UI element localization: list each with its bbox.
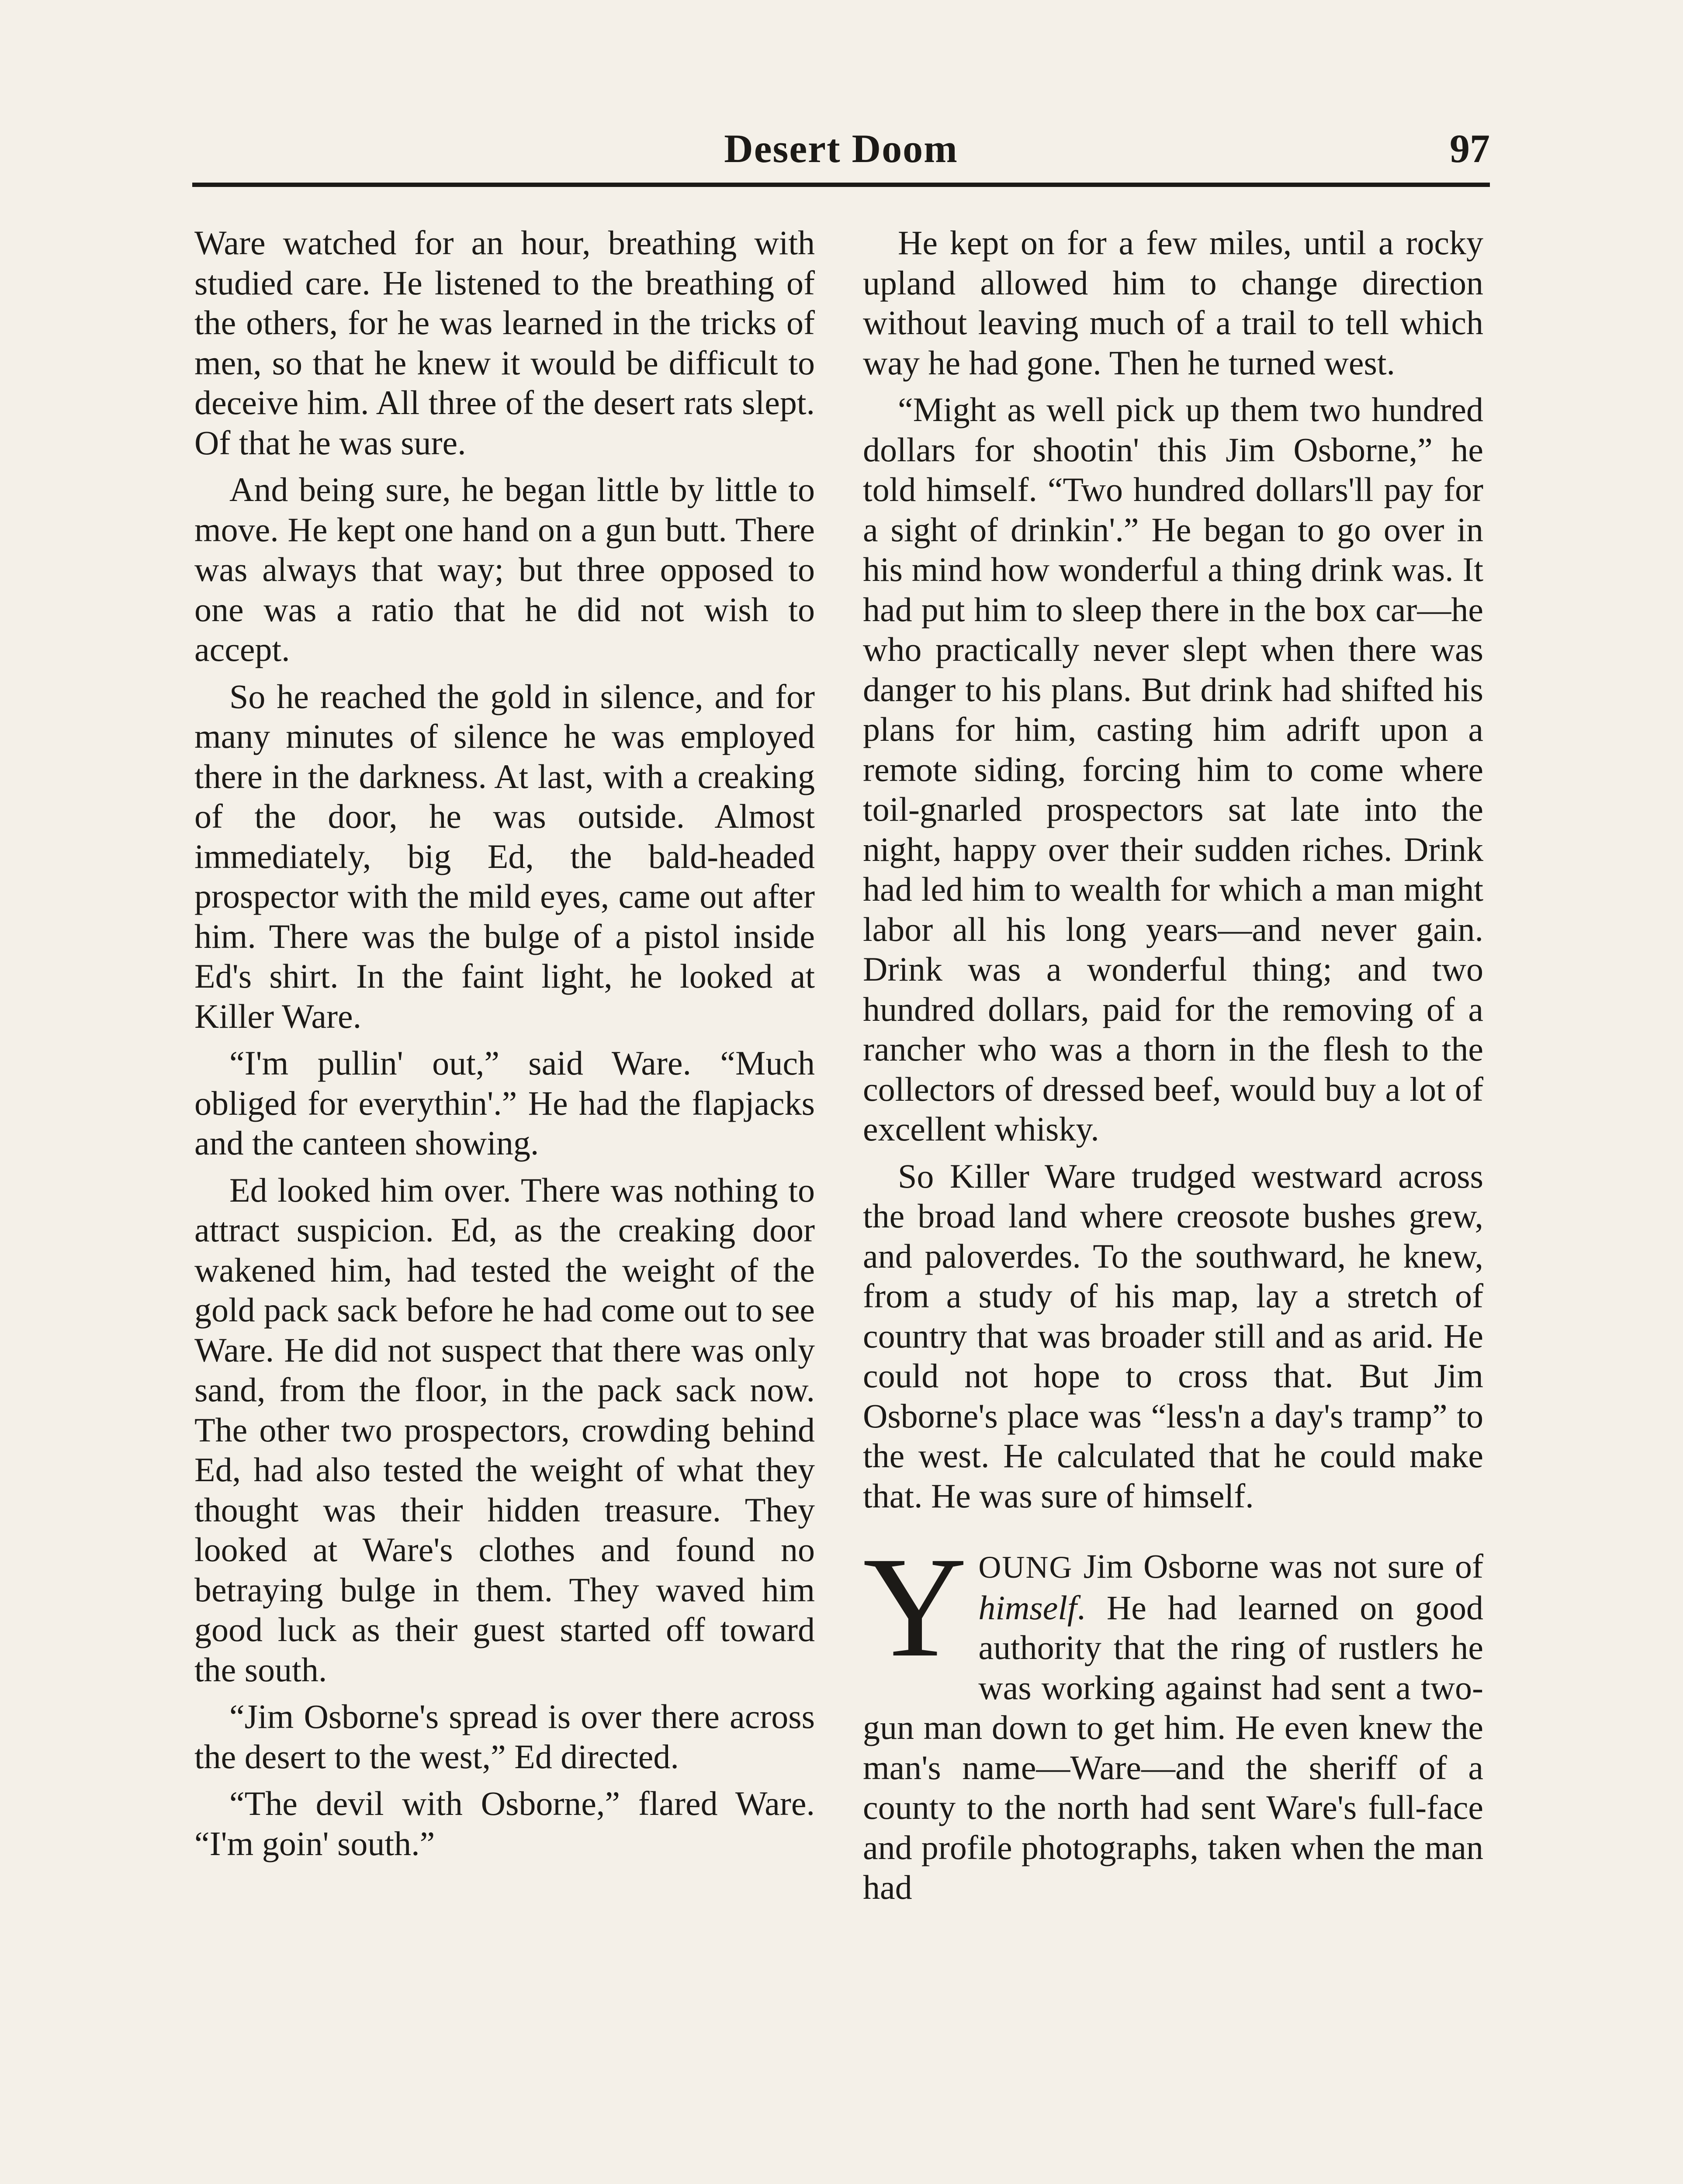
paragraph: So Killer Ware trudged westward across the broad land where creosote bushes grew, and paloverdes. To the southward, he knew, from a study of his map, lay a stretch of country that was broader still and as arid. He could not hope to cross that. But Jim Osborne's place was “less'n a day's tramp” to the west. He calculated that he could make that. He was sure of himself.: [863, 1157, 1483, 1515]
section-opening-paragraph: [863, 1527, 1483, 1908]
paragraph: Ware watched for an hour, breathing with studied care. He listened to the breathing of the others, for he was learned in the tricks of men, so that he knew it would be difficult to deceive him. All three of the desert rats slept. Of that he was sure.: [194, 224, 815, 462]
drop-cap: Y: [863, 1527, 967, 1687]
paragraph: Ed looked him over. There was nothing to attract suspicion. Ed, as the creaking door wakened him, had tested the weight of the gold pack sack before he had come out to see Ware. He did not suspect that there was only sand, from the floor, in the pack sack now. The other two prospectors, crowding behind Ed, had also tested the weight of what they thought was their hidden treasure. They looked at Ware's clothes and found no betraying bulge in them. They waved him good luck as their guest started off toward the south.: [194, 1171, 815, 1689]
paragraph: And being sure, he began little by little to move. He kept one hand on a gun butt. There was always that way; but three opposed to one was a ratio that he did not wish to accept.: [194, 470, 815, 668]
paragraph: “Jim Osborne's spread is over there across the desert to the west,” Ed directed.: [194, 1697, 815, 1776]
running-header: [192, 118, 1490, 183]
paragraph: So he reached the gold in silence, and for many minutes of silence he was employed there in the darkness. At last, with a creaking of the door, he was outside. Almost immediately, big Ed, the bald-headed prospector with the mild eyes, came out after him. There was the bulge of a pistol inside Ed's shirt. In the faint light, he looked at Killer Ware.: [194, 677, 815, 1035]
emphasis-text: himself: [978, 1588, 1077, 1627]
text-run: . He had learned on good authority that the ring of rustlers he was working against had sent a two-gun man down to get him. He even knew the man's name—Ware—and the sheriff of a county to the north had sent Ware's full-face and profile photographs, taken when the man had: [863, 1588, 1483, 1906]
text-run: Jim Osborne was not sure of: [1073, 1547, 1483, 1585]
right-column: [863, 223, 1483, 1914]
story-title: Desert Doom: [724, 126, 958, 171]
header-rule: [192, 183, 1490, 187]
paragraph: He kept on for a few miles, until a rocky upland allowed him to change direction without leaving much of a trail to tell which way he had gone. Then he turned west.: [863, 224, 1483, 382]
paragraph: “I'm pullin' out,” said Ware. “Much obliged for everythin'.” He had the flapjacks and the canteen showing.: [194, 1044, 815, 1162]
left-column: [194, 223, 815, 1870]
small-caps-lead: OUNG: [978, 1550, 1073, 1585]
paragraph: “Might as well pick up them two hundred dollars for shootin' this Jim Osborne,” he told himself. “Two hundred dollars'll pay for a sight of drinkin'.” He began to go over in his mind how wonderful a thing drink was. It had put him to sleep there in the box car—he who practically never slept when there was danger to his plans. But drink had shifted his plans for him, casting him adrift upon a remote siding, forcing him to come where toil-gnarled prospectors sat late into the night, happy over their sudden riches. Drink had led him to wealth for which a man might labor all his long years—and never gain. Drink was a wonderful thing; and two hundred dollars, paid for the removing of a rancher who was a thorn in the flesh to the collectors of dressed beef, would buy a lot of excellent whisky.: [863, 390, 1483, 1148]
paragraph: “The devil with Osborne,” flared Ware. “I'm goin' south.”: [194, 1784, 815, 1863]
page-number: 97: [1450, 126, 1490, 171]
